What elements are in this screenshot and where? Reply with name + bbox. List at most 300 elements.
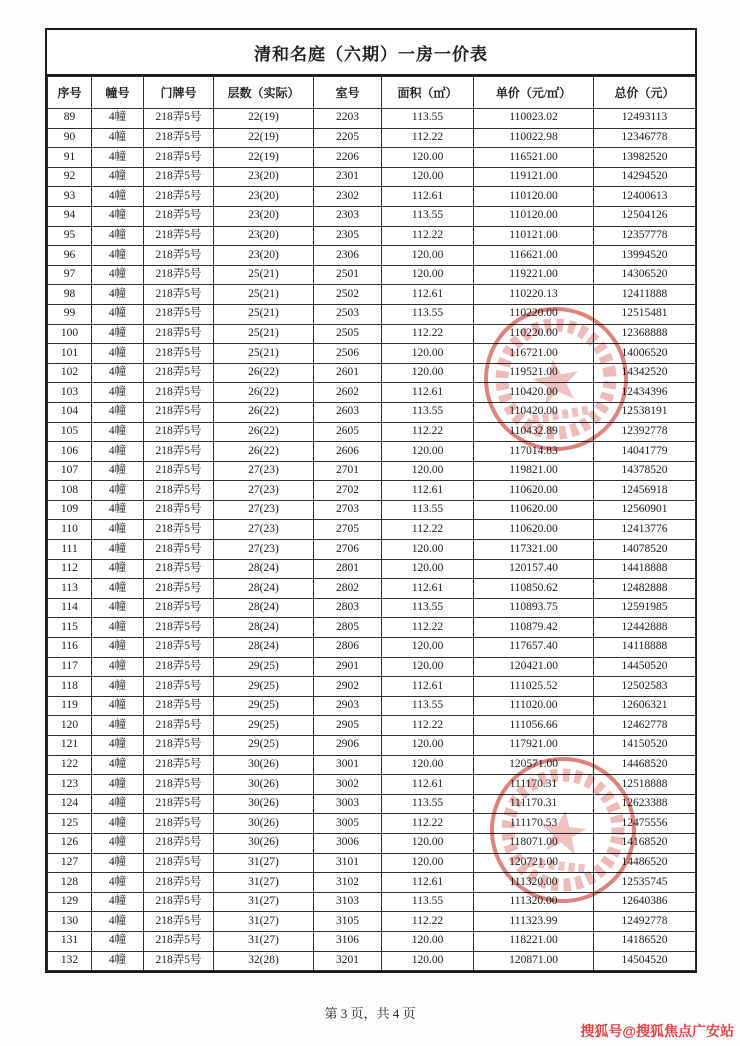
table-cell: 2502 <box>314 285 382 305</box>
table-cell: 4幢 <box>92 579 144 599</box>
table-cell: 14168520 <box>594 833 696 853</box>
table-cell: 120571.00 <box>474 755 594 775</box>
table-row <box>48 892 696 912</box>
table-cell: 30(26) <box>214 814 314 834</box>
table-cell: 113.55 <box>382 206 474 226</box>
table-body <box>48 109 696 971</box>
table-cell: 98 <box>48 285 92 305</box>
table-cell: 28(24) <box>214 559 314 579</box>
table-row <box>48 481 696 501</box>
document-frame <box>45 28 697 973</box>
table-cell: 4幢 <box>92 520 144 540</box>
table-cell: 218弄5号 <box>144 873 214 893</box>
table-cell: 218弄5号 <box>144 833 214 853</box>
table-cell: 12502583 <box>594 677 696 697</box>
table-cell: 218弄5号 <box>144 951 214 971</box>
table-cell: 218弄5号 <box>144 559 214 579</box>
table-cell: 32(28) <box>214 951 314 971</box>
table-cell: 2301 <box>314 167 382 187</box>
table-cell: 127 <box>48 853 92 873</box>
table-cell: 128 <box>48 873 92 893</box>
table-cell: 12518888 <box>594 775 696 795</box>
table-cell: 218弄5号 <box>144 265 214 285</box>
table-cell: 2305 <box>314 226 382 246</box>
table-cell: 30(26) <box>214 833 314 853</box>
table-cell: 111 <box>48 540 92 560</box>
table-cell: 12504126 <box>594 206 696 226</box>
table-cell: 4幢 <box>92 833 144 853</box>
table-cell: 91 <box>48 148 92 168</box>
table-row <box>48 226 696 246</box>
table-row <box>48 912 696 932</box>
table-cell: 126 <box>48 833 92 853</box>
table-cell: 4幢 <box>92 422 144 442</box>
table-row <box>48 500 696 520</box>
table-cell: 218弄5号 <box>144 285 214 305</box>
table-cell: 29(25) <box>214 696 314 716</box>
table-cell: 12560901 <box>594 500 696 520</box>
table-cell: 112.22 <box>382 814 474 834</box>
price-table <box>47 76 696 971</box>
table-cell: 4幢 <box>92 265 144 285</box>
table-cell: 110620.00 <box>474 500 594 520</box>
table-row <box>48 696 696 716</box>
table-cell: 111025.52 <box>474 677 594 697</box>
table-cell: 112.61 <box>382 383 474 403</box>
table-cell: 31(27) <box>214 931 314 951</box>
table-cell: 110 <box>48 520 92 540</box>
table-cell: 12462778 <box>594 716 696 736</box>
table-cell: 2203 <box>314 109 382 129</box>
table-cell: 102 <box>48 363 92 383</box>
table-cell: 23(20) <box>214 206 314 226</box>
table-cell: 12357778 <box>594 226 696 246</box>
table-cell: 93 <box>48 187 92 207</box>
table-row <box>48 755 696 775</box>
table-cell: 117321.00 <box>474 540 594 560</box>
table-cell: 3201 <box>314 951 382 971</box>
page-title: 清和名庭（六期）一房一价表 <box>47 30 695 76</box>
table-cell: 3103 <box>314 892 382 912</box>
table-cell: 117657.40 <box>474 638 594 658</box>
table-cell: 4幢 <box>92 285 144 305</box>
table-cell: 92 <box>48 167 92 187</box>
table-cell: 14150520 <box>594 736 696 756</box>
table-cell: 14342520 <box>594 363 696 383</box>
table-cell: 2802 <box>314 579 382 599</box>
table-cell: 218弄5号 <box>144 500 214 520</box>
table-cell: 4幢 <box>92 853 144 873</box>
table-cell: 120.00 <box>382 265 474 285</box>
table-cell: 2806 <box>314 638 382 658</box>
table-cell: 111320.00 <box>474 873 594 893</box>
table-cell: 4幢 <box>92 148 144 168</box>
table-row <box>48 931 696 951</box>
table-cell: 218弄5号 <box>144 598 214 618</box>
table-cell: 2303 <box>314 206 382 226</box>
table-cell: 2205 <box>314 128 382 148</box>
table-cell: 111020.00 <box>474 696 594 716</box>
table-cell: 218弄5号 <box>144 304 214 324</box>
table-cell: 2603 <box>314 402 382 422</box>
table-cell: 218弄5号 <box>144 167 214 187</box>
table-cell: 112.61 <box>382 775 474 795</box>
table-cell: 30(26) <box>214 755 314 775</box>
table-cell: 120721.00 <box>474 853 594 873</box>
column-header: 室号 <box>314 77 382 109</box>
table-row <box>48 246 696 266</box>
table-cell: 4幢 <box>92 363 144 383</box>
table-cell: 129 <box>48 892 92 912</box>
table-cell: 2602 <box>314 383 382 403</box>
table-cell: 120.00 <box>382 167 474 187</box>
table-cell: 120.00 <box>382 638 474 658</box>
table-cell: 2901 <box>314 657 382 677</box>
table-cell: 120.00 <box>382 461 474 481</box>
table-cell: 116521.00 <box>474 148 594 168</box>
table-cell: 131 <box>48 931 92 951</box>
table-row <box>48 853 696 873</box>
table-cell: 112.22 <box>382 716 474 736</box>
table-cell: 4幢 <box>92 794 144 814</box>
table-cell: 27(23) <box>214 461 314 481</box>
table-cell: 218弄5号 <box>144 128 214 148</box>
table-cell: 218弄5号 <box>144 736 214 756</box>
table-cell: 218弄5号 <box>144 402 214 422</box>
table-cell: 25(21) <box>214 324 314 344</box>
table-row <box>48 833 696 853</box>
table-cell: 132 <box>48 951 92 971</box>
table-cell: 218弄5号 <box>144 657 214 677</box>
table-cell: 4幢 <box>92 559 144 579</box>
table-cell: 23(20) <box>214 246 314 266</box>
table-cell: 110879.42 <box>474 618 594 638</box>
table-cell: 112.22 <box>382 422 474 442</box>
table-cell: 112.22 <box>382 128 474 148</box>
table-cell: 120.00 <box>382 246 474 266</box>
table-cell: 119 <box>48 696 92 716</box>
table-cell: 3002 <box>314 775 382 795</box>
table-cell: 120.00 <box>382 442 474 462</box>
table-cell: 12456918 <box>594 481 696 501</box>
table-cell: 2702 <box>314 481 382 501</box>
table-cell: 3001 <box>314 755 382 775</box>
table-cell: 111170.31 <box>474 794 594 814</box>
table-cell: 25(21) <box>214 285 314 305</box>
table-cell: 218弄5号 <box>144 206 214 226</box>
table-cell: 113.55 <box>382 598 474 618</box>
table-cell: 4幢 <box>92 677 144 697</box>
table-cell: 2606 <box>314 442 382 462</box>
table-cell: 218弄5号 <box>144 520 214 540</box>
table-cell: 218弄5号 <box>144 540 214 560</box>
column-header: 面积（㎡） <box>382 77 474 109</box>
table-cell: 2905 <box>314 716 382 736</box>
table-cell: 113.55 <box>382 402 474 422</box>
table-cell: 12368888 <box>594 324 696 344</box>
column-header: 序号 <box>48 77 92 109</box>
column-header: 门牌号 <box>144 77 214 109</box>
table-cell: 218弄5号 <box>144 677 214 697</box>
table-cell: 114 <box>48 598 92 618</box>
table-cell: 22(19) <box>214 109 314 129</box>
table-cell: 218弄5号 <box>144 246 214 266</box>
table-cell: 4幢 <box>92 461 144 481</box>
table-cell: 115 <box>48 618 92 638</box>
table-cell: 218弄5号 <box>144 422 214 442</box>
table-cell: 13982520 <box>594 148 696 168</box>
table-cell: 2206 <box>314 148 382 168</box>
table-cell: 2306 <box>314 246 382 266</box>
table-cell: 112.22 <box>382 912 474 932</box>
table-cell: 120157.40 <box>474 559 594 579</box>
table-cell: 2505 <box>314 324 382 344</box>
table-row <box>48 461 696 481</box>
table-cell: 120.00 <box>382 736 474 756</box>
table-cell: 218弄5号 <box>144 892 214 912</box>
table-cell: 116721.00 <box>474 344 594 364</box>
table-cell: 12515481 <box>594 304 696 324</box>
table-cell: 117921.00 <box>474 736 594 756</box>
table-cell: 112 <box>48 559 92 579</box>
table-cell: 117014.83 <box>474 442 594 462</box>
table-row <box>48 324 696 344</box>
table-cell: 4幢 <box>92 736 144 756</box>
table-cell: 119221.00 <box>474 265 594 285</box>
table-cell: 218弄5号 <box>144 109 214 129</box>
table-cell: 3006 <box>314 833 382 853</box>
table-row <box>48 128 696 148</box>
table-cell: 14006520 <box>594 344 696 364</box>
table-row <box>48 657 696 677</box>
table-cell: 14486520 <box>594 853 696 873</box>
table-cell: 112.22 <box>382 226 474 246</box>
table-cell: 29(25) <box>214 657 314 677</box>
table-cell: 31(27) <box>214 853 314 873</box>
table-row <box>48 167 696 187</box>
table-cell: 113.55 <box>382 696 474 716</box>
table-cell: 26(22) <box>214 363 314 383</box>
table-cell: 2902 <box>314 677 382 697</box>
table-row <box>48 598 696 618</box>
table-cell: 2703 <box>314 500 382 520</box>
table-row <box>48 206 696 226</box>
table-cell: 29(25) <box>214 736 314 756</box>
table-cell: 2302 <box>314 187 382 207</box>
table-cell: 218弄5号 <box>144 618 214 638</box>
table-cell: 95 <box>48 226 92 246</box>
table-cell: 218弄5号 <box>144 912 214 932</box>
table-cell: 26(22) <box>214 442 314 462</box>
table-cell: 218弄5号 <box>144 794 214 814</box>
table-cell: 110620.00 <box>474 481 594 501</box>
table-cell: 120.00 <box>382 853 474 873</box>
table-cell: 110432.89 <box>474 422 594 442</box>
table-cell: 110120.00 <box>474 206 594 226</box>
table-cell: 4幢 <box>92 324 144 344</box>
table-cell: 4幢 <box>92 618 144 638</box>
table-cell: 4幢 <box>92 344 144 364</box>
table-cell: 89 <box>48 109 92 129</box>
table-cell: 12434396 <box>594 383 696 403</box>
table-cell: 12535745 <box>594 873 696 893</box>
table-cell: 4幢 <box>92 638 144 658</box>
table-row <box>48 344 696 364</box>
table-cell: 112.61 <box>382 579 474 599</box>
table-cell: 97 <box>48 265 92 285</box>
table-cell: 4幢 <box>92 226 144 246</box>
table-cell: 4幢 <box>92 206 144 226</box>
table-cell: 218弄5号 <box>144 344 214 364</box>
table-cell: 111170.53 <box>474 814 594 834</box>
table-cell: 4幢 <box>92 716 144 736</box>
table-cell: 23(20) <box>214 187 314 207</box>
table-cell: 4幢 <box>92 657 144 677</box>
table-cell: 116 <box>48 638 92 658</box>
table-cell: 4幢 <box>92 246 144 266</box>
table-cell: 120.00 <box>382 148 474 168</box>
table-cell: 2801 <box>314 559 382 579</box>
table-cell: 28(24) <box>214 638 314 658</box>
table-cell: 25(21) <box>214 344 314 364</box>
table-cell: 2805 <box>314 618 382 638</box>
table-cell: 111056.66 <box>474 716 594 736</box>
table-cell: 3005 <box>314 814 382 834</box>
table-row <box>48 775 696 795</box>
table-cell: 31(27) <box>214 912 314 932</box>
table-cell: 14078520 <box>594 540 696 560</box>
column-header: 总价（元） <box>594 77 696 109</box>
table-row <box>48 363 696 383</box>
table-cell: 110220.00 <box>474 324 594 344</box>
table-cell: 130 <box>48 912 92 932</box>
table-cell: 2903 <box>314 696 382 716</box>
table-cell: 31(27) <box>214 892 314 912</box>
table-cell: 101 <box>48 344 92 364</box>
table-row <box>48 265 696 285</box>
table-cell: 2605 <box>314 422 382 442</box>
table-cell: 119121.00 <box>474 167 594 187</box>
table-cell: 110220.13 <box>474 285 594 305</box>
table-cell: 120.00 <box>382 951 474 971</box>
table-cell: 14450520 <box>594 657 696 677</box>
table-cell: 110023.02 <box>474 109 594 129</box>
table-row <box>48 520 696 540</box>
table-cell: 120.00 <box>382 931 474 951</box>
table-cell: 3102 <box>314 873 382 893</box>
table-cell: 2501 <box>314 265 382 285</box>
table-cell: 12346778 <box>594 128 696 148</box>
table-cell: 23(20) <box>214 226 314 246</box>
table-row <box>48 559 696 579</box>
table-cell: 12623388 <box>594 794 696 814</box>
table-cell: 4幢 <box>92 931 144 951</box>
table-row <box>48 540 696 560</box>
table-cell: 99 <box>48 304 92 324</box>
table-cell: 28(24) <box>214 579 314 599</box>
column-header: 幢号 <box>92 77 144 109</box>
table-cell: 14041779 <box>594 442 696 462</box>
table-cell: 119821.00 <box>474 461 594 481</box>
table-cell: 218弄5号 <box>144 716 214 736</box>
table-cell: 12392778 <box>594 422 696 442</box>
table-cell: 218弄5号 <box>144 187 214 207</box>
table-cell: 4幢 <box>92 304 144 324</box>
table-cell: 111320.00 <box>474 892 594 912</box>
table-cell: 2601 <box>314 363 382 383</box>
table-cell: 14294520 <box>594 167 696 187</box>
table-cell: 29(25) <box>214 716 314 736</box>
table-cell: 27(23) <box>214 500 314 520</box>
table-cell: 108 <box>48 481 92 501</box>
table-cell: 2503 <box>314 304 382 324</box>
table-row <box>48 677 696 697</box>
table-cell: 113.55 <box>382 109 474 129</box>
table-cell: 113.55 <box>382 794 474 814</box>
table-cell: 111323.99 <box>474 912 594 932</box>
column-header: 单价（元/㎡） <box>474 77 594 109</box>
table-row <box>48 109 696 129</box>
table-cell: 2906 <box>314 736 382 756</box>
table-cell: 112.61 <box>382 873 474 893</box>
table-cell: 14418888 <box>594 559 696 579</box>
table-cell: 109 <box>48 500 92 520</box>
table-cell: 218弄5号 <box>144 931 214 951</box>
table-cell: 120.00 <box>382 755 474 775</box>
table-cell: 2506 <box>314 344 382 364</box>
table-row <box>48 579 696 599</box>
table-cell: 116621.00 <box>474 246 594 266</box>
table-cell: 110850.62 <box>474 579 594 599</box>
table-cell: 4幢 <box>92 775 144 795</box>
table-row <box>48 716 696 736</box>
table-cell: 110620.00 <box>474 520 594 540</box>
table-cell: 218弄5号 <box>144 696 214 716</box>
table-cell: 12538191 <box>594 402 696 422</box>
table-cell: 110022.98 <box>474 128 594 148</box>
table-cell: 4幢 <box>92 383 144 403</box>
table-cell: 218弄5号 <box>144 226 214 246</box>
table-row <box>48 187 696 207</box>
table-cell: 218弄5号 <box>144 442 214 462</box>
table-cell: 110121.00 <box>474 226 594 246</box>
table-cell: 110893.75 <box>474 598 594 618</box>
table-cell: 12492778 <box>594 912 696 932</box>
table-cell: 4幢 <box>92 128 144 148</box>
table-cell: 3105 <box>314 912 382 932</box>
table-cell: 118221.00 <box>474 931 594 951</box>
table-cell: 125 <box>48 814 92 834</box>
table-cell: 22(19) <box>214 148 314 168</box>
table-cell: 118 <box>48 677 92 697</box>
table-header-row <box>48 77 696 109</box>
table-row <box>48 402 696 422</box>
table-cell: 13994520 <box>594 246 696 266</box>
table-cell: 4幢 <box>92 481 144 501</box>
table-row <box>48 618 696 638</box>
table-cell: 26(22) <box>214 402 314 422</box>
table-cell: 110120.00 <box>474 187 594 207</box>
table-cell: 14306520 <box>594 265 696 285</box>
table-cell: 120.00 <box>382 363 474 383</box>
table-cell: 218弄5号 <box>144 481 214 501</box>
table-cell: 110420.00 <box>474 402 594 422</box>
table-cell: 124 <box>48 794 92 814</box>
table-cell: 2803 <box>314 598 382 618</box>
column-header: 层数（实际） <box>214 77 314 109</box>
table-row <box>48 794 696 814</box>
table-cell: 4幢 <box>92 540 144 560</box>
